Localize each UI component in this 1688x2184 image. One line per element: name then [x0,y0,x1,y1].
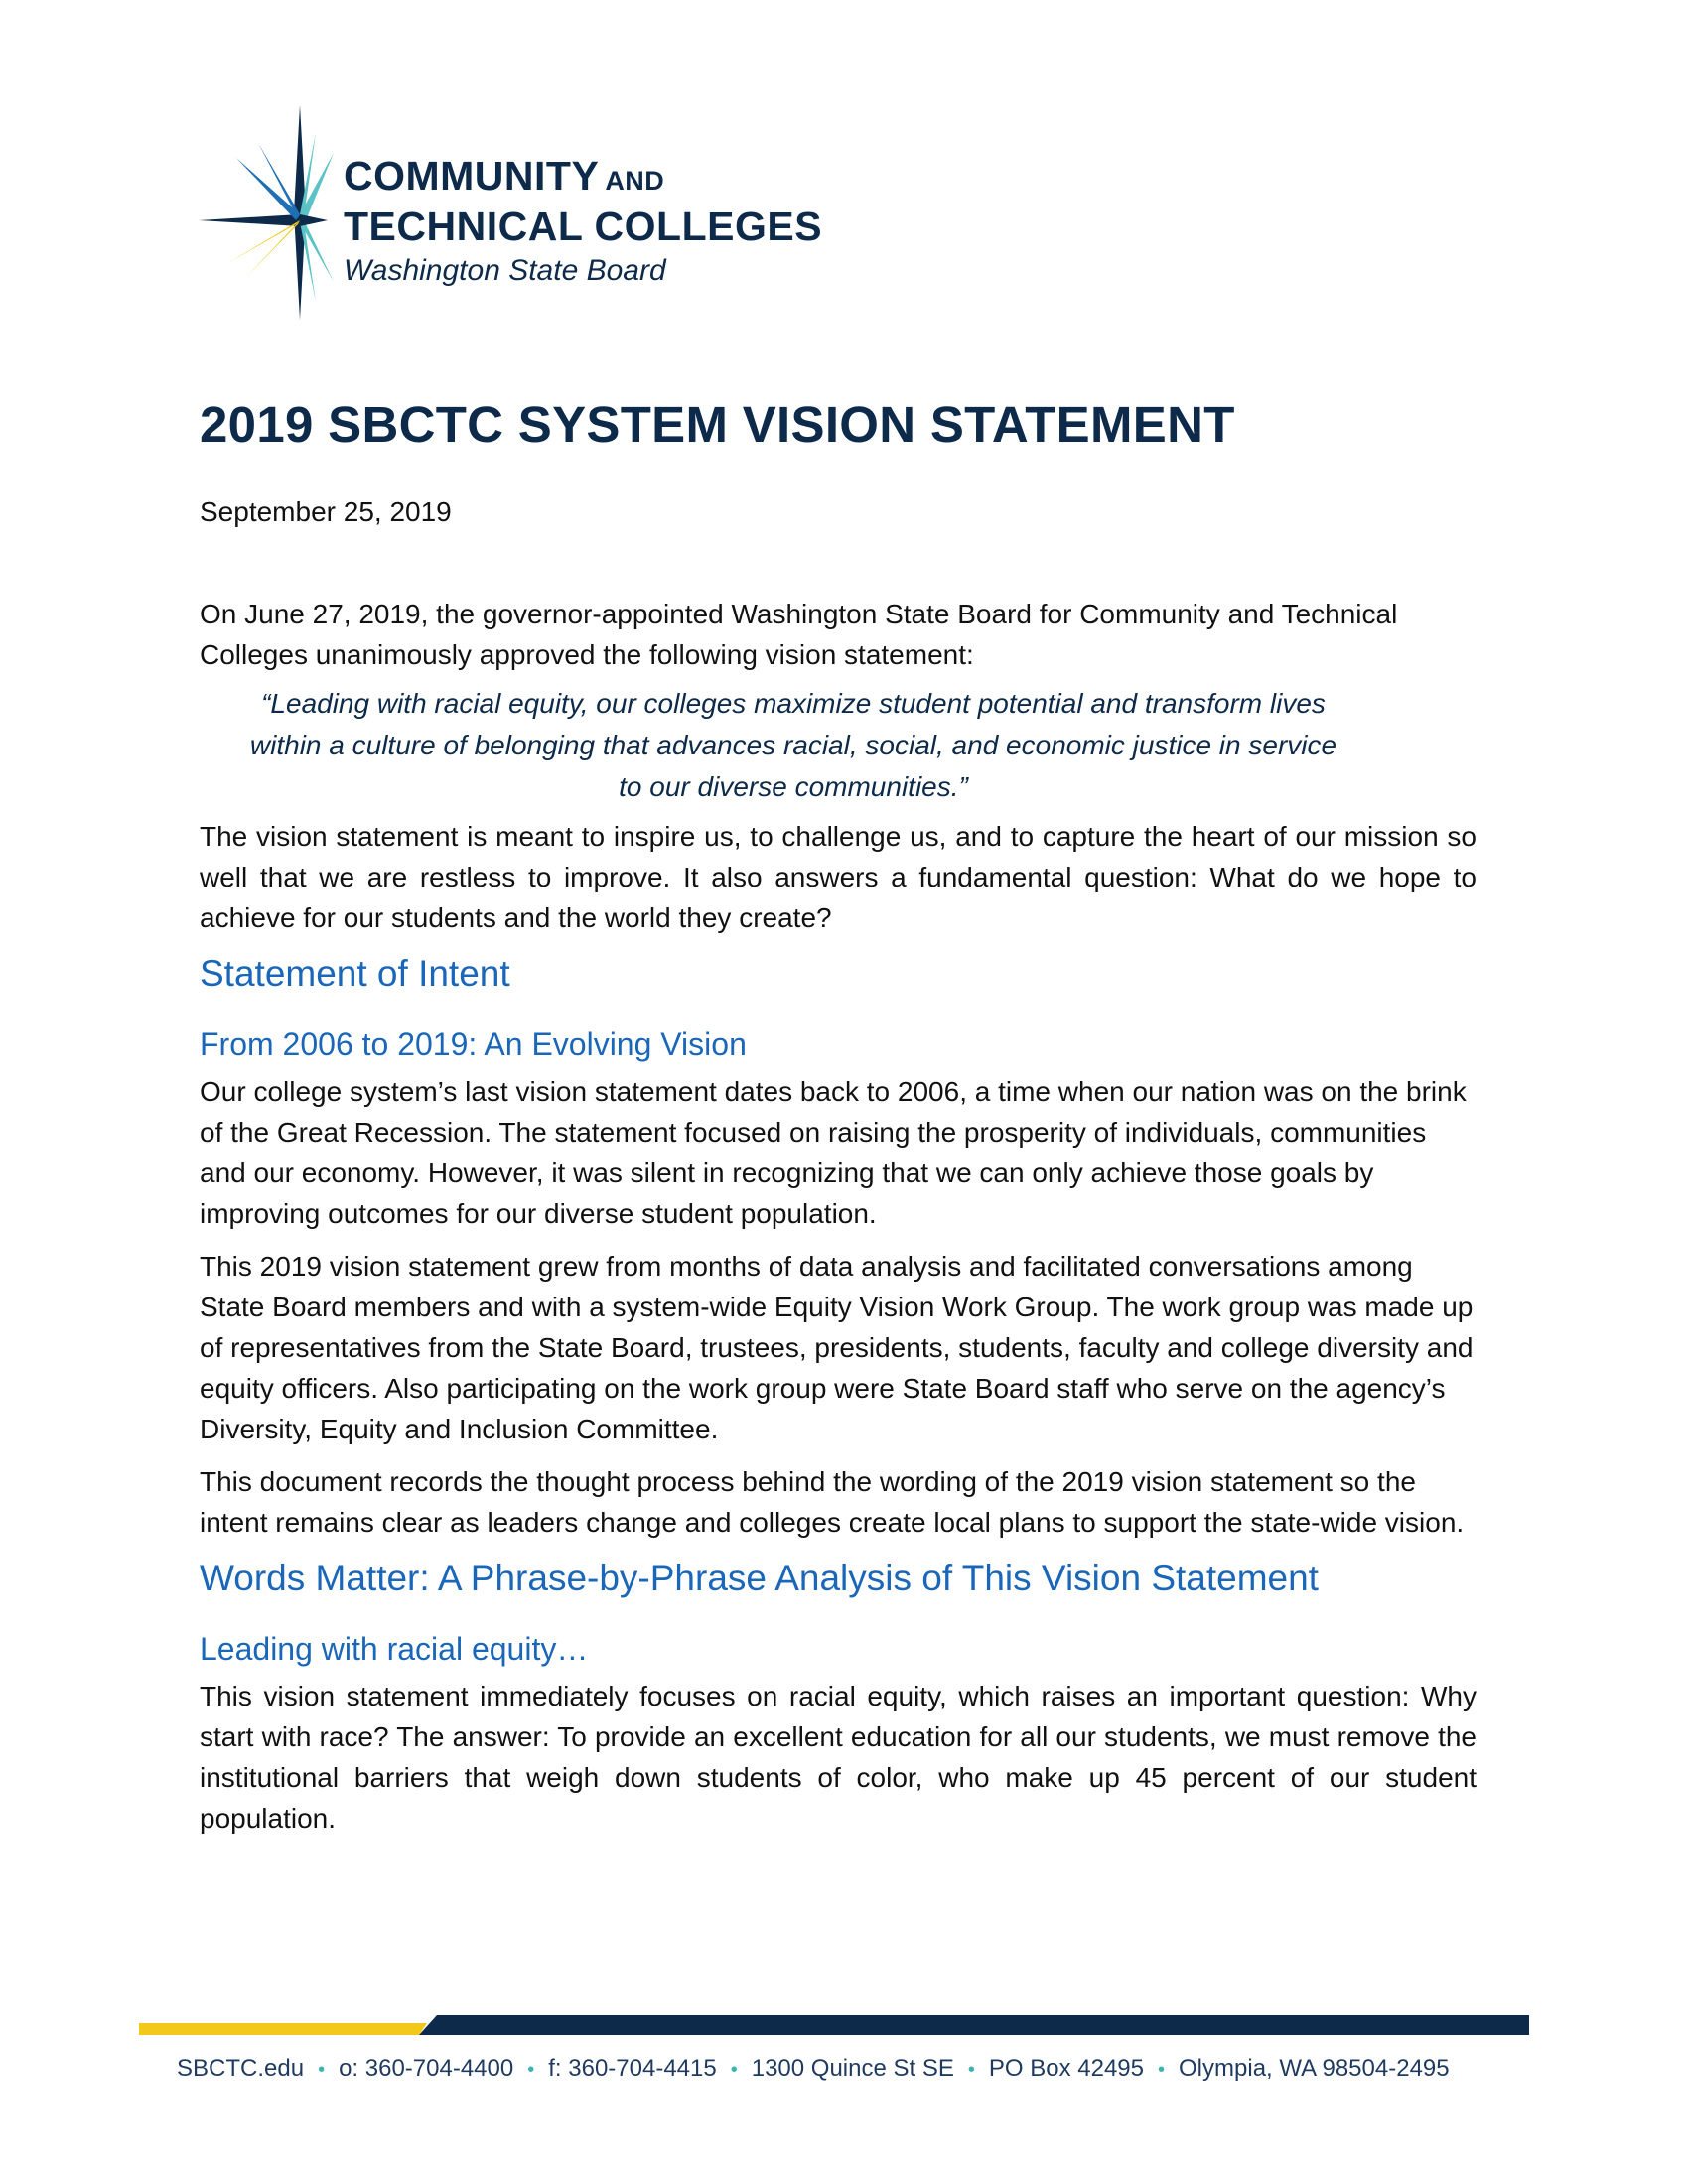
logo-line-technical-colleges: TECHNICAL COLLEGES [344,204,823,249]
footer-separator: • [1158,2059,1166,2081]
subheading-leading-with-racial-equity: Leading with racial equity… [200,1631,589,1667]
footer-office-phone: o: 360-704-4400 [339,2055,514,2082]
logo-wordmark [344,153,822,291]
logo [197,103,832,332]
logo-line-state-board: Washington State Board [344,254,666,287]
paragraph-2019-vision-process: This 2019 vision statement grew from months of data analysis and facilitated conversations among State Board members and with a system-wide Equity Vision Work Group. The work group was made up of representatives from the State Board, trustees, presidents, students, faculty and college diversity and equity officers. Also participating on the work group were State Board staff who serve on the agency’s Diversity, Equity and Inclusion Committee. [200,1251,1474,1444]
starburst-logo-icon [197,103,336,332]
paragraph-document-purpose: This document records the thought process behind the wording of the 2019 vision statement so the intent remains clear as leaders change and colleges create local plans to support the state-wide vision. [200,1466,1465,1538]
quote-line-2: within a culture of belonging that advances racial, social, and economic justice in service [249,730,1337,760]
footer-separator: • [527,2059,535,2081]
footer-city: Olympia, WA 98504-2495 [1179,2055,1450,2082]
vision-statement-quote [200,683,1477,808]
logo-line-community [344,153,822,204]
footer-contact-line [177,2055,1450,2083]
subheading-evolving-vision: From 2006 to 2019: An Evolving Vision [200,1026,747,1062]
logo-word-community: COMMUNITY [344,153,600,199]
footer-separator: • [318,2059,326,2081]
intro-paragraph: On June 27, 2019, the governor-appointed Washington State Board for Community and Technical Colleges unanimously approved the following vision statement: [200,599,1398,670]
quote-line-3: to our diverse communities.” [619,771,968,802]
paragraph-why-race: This vision statement immediately focuses on racial equity, which raises an important question: Why start with race? The answer: To provide an excellent education for all our students, we must remove the institutional barriers that weigh down students of color, who make up 45 percent of our student population. [200,1681,1477,1834]
paragraph-2006-vision: Our college system’s last vision statement dates back to 2006, a time when our nation was on the brink of the Great Recession. The statement focused on raising the prosperity of individuals, communities and our economy. However, it was silent in recognizing that we can only achieve those goals by improving outcomes for our diverse student population. [200,1076,1467,1229]
footer-fax: f: 360-704-4415 [548,2055,717,2082]
logo-word-and: AND [605,166,665,196]
document-body [200,395,1477,1839]
section-heading-statement-of-intent: Statement of Intent [200,953,510,994]
footer-street-address: 1300 Quince St SE [751,2055,954,2082]
document-date: September 25, 2019 [200,496,452,527]
footer-separator: • [967,2059,975,2081]
footer-color-bar [139,2015,1529,2035]
page-title: 2019 SBCTC SYSTEM VISION STATEMENT [200,396,1235,453]
quote-line-1: “Leading with racial equity, our colleges maximize student potential and transform lives [261,688,1326,719]
footer-po-box: PO Box 42495 [988,2055,1144,2082]
section-heading-words-matter: Words Matter: A Phrase-by-Phrase Analysis of This Vision Statement [200,1558,1319,1598]
purpose-paragraph: The vision statement is meant to inspire us, to challenge us, and to capture the heart of our mission so well that we are restless to improve. It also answers a fundamental question: What do we hope to achieve for our students and the world they create? [200,821,1477,933]
footer-website: SBCTC.edu [177,2055,305,2082]
footer-separator: • [730,2059,738,2081]
